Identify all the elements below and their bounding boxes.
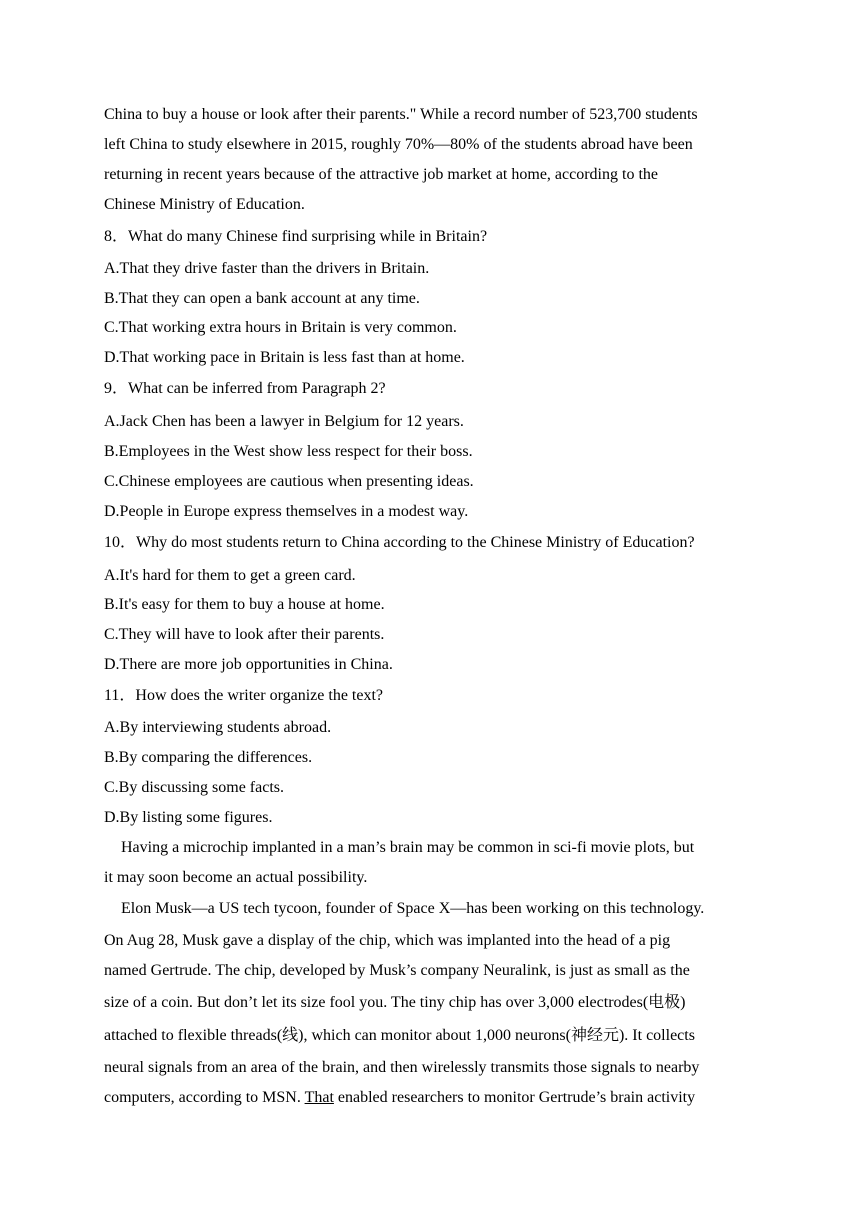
- passage-paragraph-1-line: Having a microchip implanted in a man’s brain may be common in sci-fi movie plots, but: [121, 839, 695, 856]
- passage-line: returning in recent years because of the attractive job market at home, according to the: [104, 166, 658, 183]
- passage-paragraph-1-line: it may soon become an actual possibility.: [104, 869, 368, 886]
- question-9-option-c: C.Chinese employees are cautious when presenting ideas.: [104, 473, 474, 490]
- underlined-word: That: [304, 1089, 334, 1106]
- passage-line: left China to study elsewhere in 2015, roughly 70%—80% of the students abroad have been: [104, 136, 693, 153]
- passage-line: China to buy a house or look after their parents." While a record number of 523,700 students: [104, 106, 698, 123]
- question-8-option-c: C.That working extra hours in Britain is very common.: [104, 319, 457, 336]
- question-11-option-c: C.By discussing some facts.: [104, 779, 284, 796]
- question-11-option-b: B.By comparing the differences.: [104, 749, 313, 766]
- passage-paragraph-2-line: named Gertrude. The chip, developed by Musk’s company Neuralink, is just as small as the: [104, 962, 690, 979]
- passage-paragraph-2-line: [104, 1088, 695, 1108]
- question-9-stem: 9．What can be inferred from Paragraph 2?: [104, 380, 386, 397]
- question-9-option-b: B.Employees in the West show less respect for their boss.: [104, 443, 473, 460]
- passage-text: enabled researchers to monitor Gertrude’s brain activity: [333, 1089, 696, 1106]
- question-10-option-c: C.They will have to look after their parents.: [104, 626, 385, 643]
- question-10-stem: 10．Why do most students return to China according to the Chinese Ministry of Education?: [104, 534, 695, 551]
- question-9-option-a: A.Jack Chen has been a lawyer in Belgium for 12 years.: [104, 413, 464, 430]
- passage-text: computers, according to MSN.: [104, 1089, 301, 1106]
- passage-paragraph-2-line: size of a coin. But don’t let its size fool you. The tiny chip has over 3,000 electrodes(电极): [104, 994, 686, 1011]
- question-11-option-a: A.By interviewing students abroad.: [104, 719, 332, 736]
- passage-paragraph-2-line: On Aug 28, Musk gave a display of the chip, which was implanted into the head of a pig: [104, 932, 671, 949]
- question-11-stem: 11．How does the writer organize the text?: [104, 687, 384, 704]
- question-9-option-d: D.People in Europe express themselves in a modest way.: [104, 503, 469, 520]
- passage-paragraph-2-line: [104, 1058, 699, 1078]
- question-10-option-b: B.It's easy for them to buy a house at home.: [104, 596, 385, 613]
- question-11-option-d: D.By listing some figures.: [104, 809, 273, 826]
- question-10-option-a: A.It's hard for them to get a green card.: [104, 567, 356, 584]
- question-10-option-d: D.There are more job opportunities in China.: [104, 656, 393, 673]
- question-8-option-a: A.That they drive faster than the drivers in Britain.: [104, 260, 430, 277]
- question-8-option-d: D.That working pace in Britain is less fast than at home.: [104, 349, 465, 366]
- passage-paragraph-2-line: Elon Musk—a US tech tycoon, founder of Space X—has been working on this technology.: [121, 900, 705, 917]
- passage-text: neural signals from an area of the brain, and then wirelessly transmits those signals to nearby: [104, 1059, 700, 1076]
- question-8-option-b: B.That they can open a bank account at any time.: [104, 290, 420, 307]
- question-8-stem: 8．What do many Chinese find surprising while in Britain?: [104, 228, 488, 245]
- passage-paragraph-2-line: attached to flexible threads(线), which can monitor about 1,000 neurons(神经元). It collects: [104, 1027, 695, 1044]
- passage-line: Chinese Ministry of Education.: [104, 196, 305, 213]
